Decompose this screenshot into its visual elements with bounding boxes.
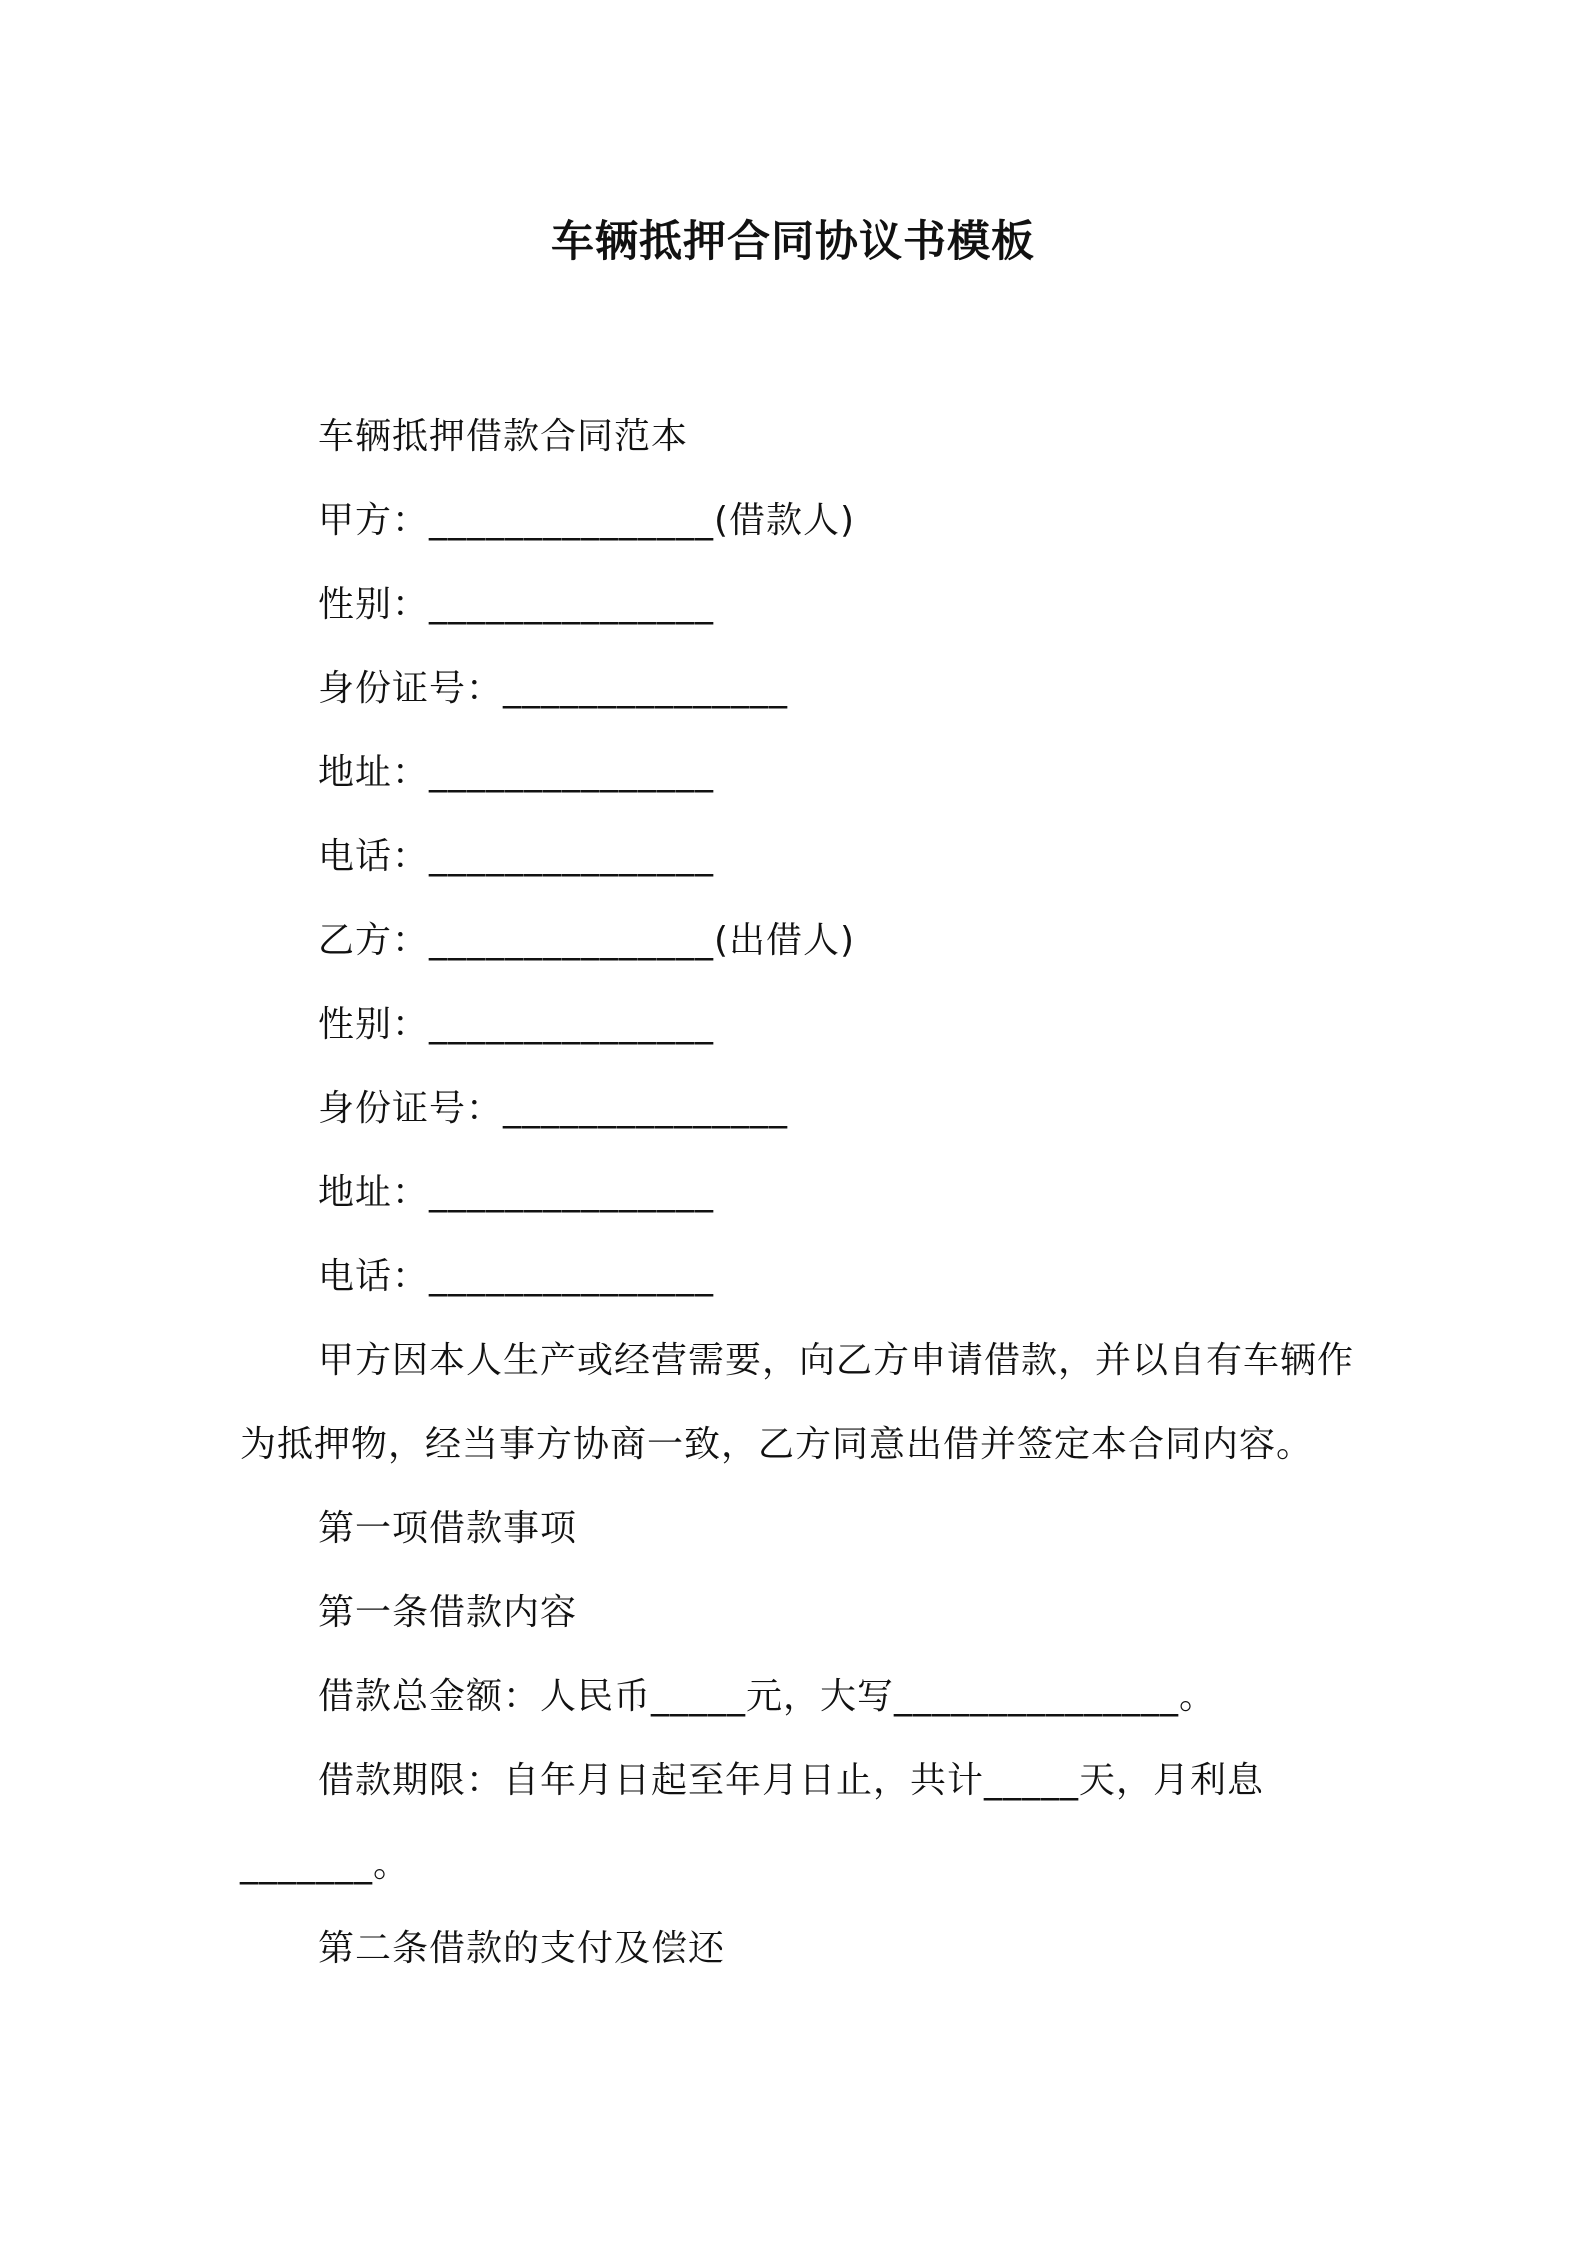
loan-term-line-2: _______。 xyxy=(240,1844,411,1885)
party-b-gender-line: 性别：_______________ xyxy=(318,1004,715,1045)
party-a-name-line: 甲方：_______________(借款人) xyxy=(318,500,856,541)
loan-amount-line: 借款总金额：人民币_____元，大写_______________。 xyxy=(318,1676,1217,1717)
party-a-gender-line: 性别：_______________ xyxy=(318,584,715,625)
document-title: 车辆抵押合同协议书模板 xyxy=(551,217,1035,267)
party-b-id-line: 身份证号：_______________ xyxy=(318,1088,789,1129)
party-a-id-line: 身份证号：_______________ xyxy=(318,668,789,709)
contract-subtitle: 车辆抵押借款合同范本 xyxy=(318,416,689,457)
intro-paragraph-line-1: 甲方因本人生产或经营需要，向乙方申请借款，并以自有车辆作 xyxy=(318,1340,1355,1381)
party-b-phone-line: 电话：_______________ xyxy=(318,1256,715,1297)
loan-term-line-1: 借款期限：自年月日起至年月日止，共计_____天，月利息 xyxy=(318,1760,1265,1801)
section-1-title: 第一项借款事项 xyxy=(318,1508,578,1549)
party-a-address-line: 地址：_______________ xyxy=(318,752,715,793)
party-a-phone-line: 电话：_______________ xyxy=(318,836,715,877)
article-1-title: 第一条借款内容 xyxy=(318,1592,578,1633)
intro-paragraph-line-2: 为抵押物，经当事方协商一致，乙方同意出借并签定本合同内容。 xyxy=(240,1424,1314,1465)
party-b-address-line: 地址：_______________ xyxy=(318,1172,715,1213)
party-b-name-line: 乙方：_______________(出借人) xyxy=(318,920,856,961)
article-2-title: 第二条借款的支付及偿还 xyxy=(318,1928,726,1969)
